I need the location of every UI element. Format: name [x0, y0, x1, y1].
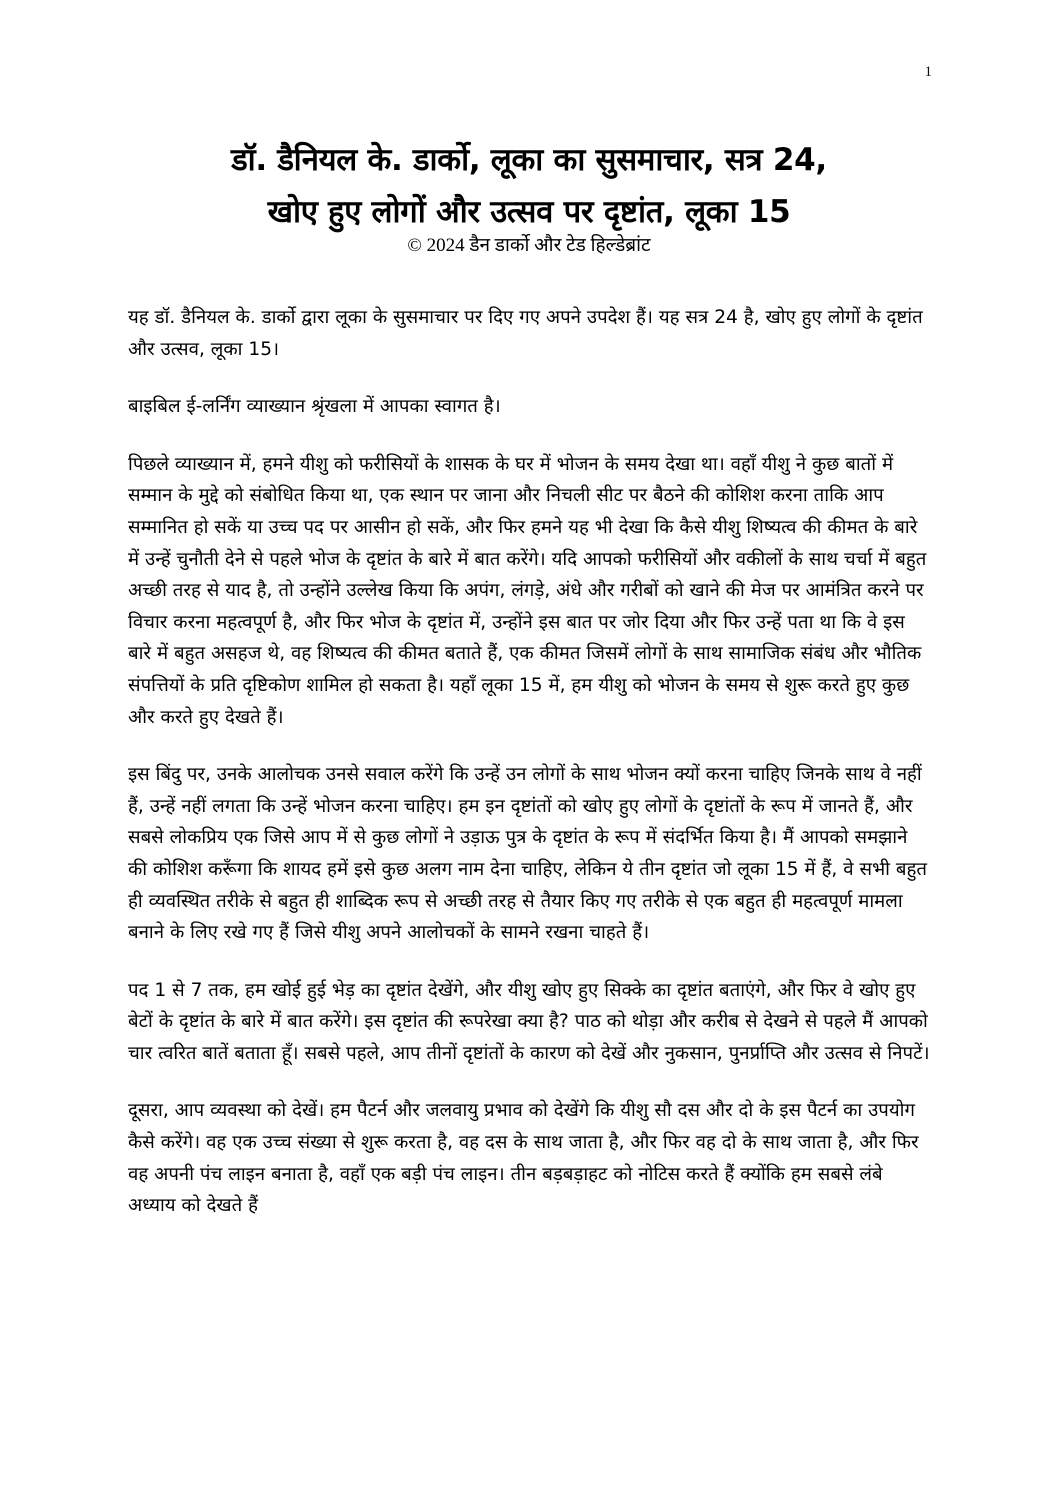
page-number: 1	[924, 64, 932, 80]
title-line-2: खोए हुए लोगों और उत्सव पर दृष्टांत, लूका 15	[267, 194, 791, 230]
document-title	[128, 0, 930, 238]
paragraph-critics: इस बिंदु पर, उनके आलोचक उनसे सवाल करेंगे कि उन्हें उन लोगों के साथ भोजन क्यों करना चाहिए जिनके साथ वे नहीं हैं, उन्हें नहीं लगता कि उन्हें भोजन करना चाहिए। हम इन दृष्टांतों को खोए हुए लोगों के दृष्टांतों के रूप में जानते हैं, और सबसे लोकप्रिय एक जिसे आप में से कुछ लोगों ने उड़ाऊ पुत्र के दृष्टांत के रूप में संदर्भित किया है। मैं आपको समझाने की कोशिश करूँगा कि शायद हमें इसे कुछ अलग नाम देना चाहिए, लेकिन ये तीन दृष्टांत जो लूका 15 में हैं, वे सभी बहुत ही व्यवस्थित तरीके से बहुत ही शाब्दिक रूप से अच्छी तरह से तैयार किए गए तरीके से एक बहुत ही महत्वपूर्ण मामला बनाने के लिए रखे गए हैं जिसे यीशु अपने आलोचकों के सामने रखना चाहते हैं।	[128, 764, 927, 944]
paragraph-welcome: बाइबिल ई-लर्निंग व्याख्यान श्रृंखला में आपका स्वागत है।	[128, 396, 501, 418]
paragraph-previous-lecture: पिछले व्याख्यान में, हमने यीशु को फरीसियों के शासक के घर में भोजन के समय देखा था। वहाँ यीशु ने कुछ बातों में सम्मान के मुद्दे को संबोधित किया था, एक स्थान पर जाना और निचली सीट पर बैठने की कोशिश करना ताकि आप सम्मानित हो सकें या उच्च पद पर आसीन हो सकें, और फिर हमने यह भी देखा कि कैसे यीशु शिष्यत्व की कीमत के बारे में उन्हें चुनौती देने से पहले भोज के दृष्टांत के बारे में बात करेंगे। यदि आपको फरीसियों और वकीलों के साथ चर्चा में बहुत अच्छी तरह से याद है, तो उन्होंने उल्लेख किया कि अपंग, लंगड़े, अंधे और गरीबों को खाने की मेज पर आमंत्रित करने पर विचार करना महत्वपूर्ण है, और फिर भोज के दृष्टांत में, उन्होंने इस बात पर जोर दिया और फिर उन्हें पता था कि वे इस बारे में बहुत असहज थे, वह शिष्यत्व की कीमत बताते हैं, एक कीमत जिसमें लोगों के साथ सामाजिक संबंध और भौतिक संपत्तियों के प्रति दृष्टिकोण शामिल हो सकता है। यहाँ लूका 15 में, हम यीशु को भोजन के समय से शुरू करते हुए कुछ और करते हुए देखते हैं।	[128, 453, 927, 728]
paragraph-verses-outline: पद 1 से 7 तक, हम खोई हुई भेड़ का दृष्टांत देखेंगे, और यीशु खोए हुए सिक्के का दृष्टांत बताएंगे, और फिर वे खोए हुए बेटों के दृष्टांत के बारे में बात करेंगे। इस दृष्टांत की रूपरेखा क्या है? पाठ को थोड़ा और करीब से देखने से पहले मैं आपको चार त्वरित बातें बताता हूँ। सबसे पहले, आप तीनों दृष्टांतों के कारण को देखें और नुकसान, पुनर्प्राप्ति और उत्सव से निपटें।	[128, 979, 930, 1064]
paragraph-second-point: दूसरा, आप व्यवस्था को देखें। हम पैटर्न और जलवायु प्रभाव को देखेंगे कि यीशु सौ दस और दो के इस पैटर्न का उपयोग कैसे करेंगे। वह एक उच्च संख्या से शुरू करता है, वह दस के साथ जाता है, और फिर वह दो के साथ जाता है, और फिर वह अपनी पंच लाइन बनाता है, वहाँ एक बड़ी पंच लाइन। तीन बड़बड़ाहट को नोटिस करते हैं क्योंकि हम सबसे लंबे अध्याय को देखते हैं	[128, 1100, 919, 1217]
body-text	[128, 302, 930, 1222]
copyright-line: © 2024 डैन डार्को और टेड हिल्डेब्रांट	[407, 235, 651, 256]
title-line-1: डॉ. डैनियल के. डार्को, लूका का सुसमाचार, सत्र 24,	[231, 142, 827, 178]
paragraph-intro: यह डॉ. डैनियल के. डार्को द्वारा लूका के सुसमाचार पर दिए गए अपने उपदेश हैं। यह सत्र 24 है, खोए हुए लोगों के दृष्टांत और उत्सव, लूका 15।	[128, 307, 923, 360]
